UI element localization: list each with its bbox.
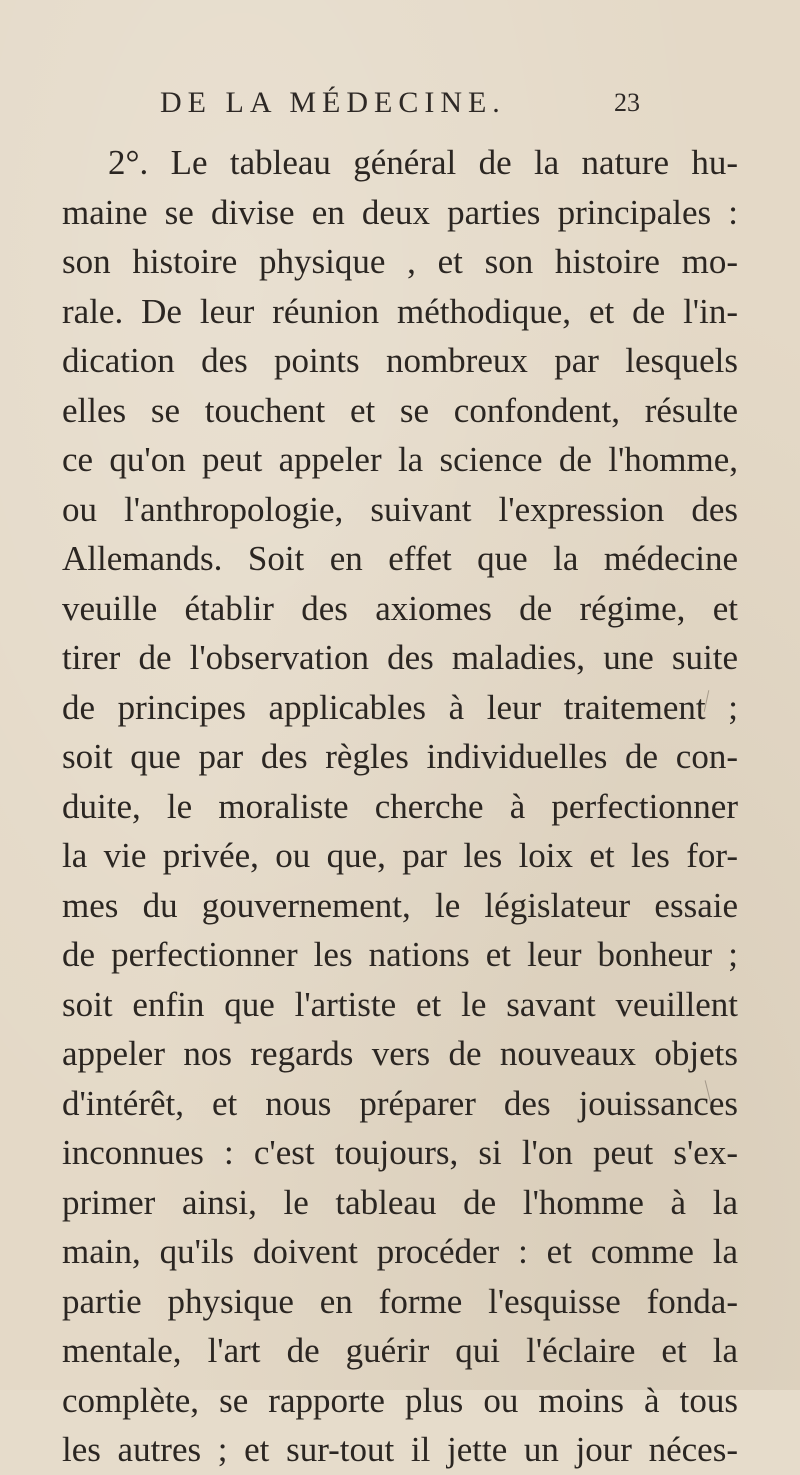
page-header [160, 86, 640, 126]
text-line: main, qu'ils doivent procéder : et comme la [62, 1232, 738, 1271]
text-line: mentale, l'art de guérir qui l'éclaire et la [62, 1331, 738, 1370]
text-line: rale. De leur réunion méthodique, et de l'in- [62, 291, 738, 331]
text-line: les autres ; et sur-tout il jette un jour néces- [62, 1430, 738, 1469]
text-line: veuille établir des axiomes de régime, et [62, 588, 738, 628]
text-line: maine se divise en deux parties principales : [62, 192, 738, 232]
text-line: 2°. Le tableau général de la nature hu- [108, 143, 738, 182]
text-line: son histoire physique , et son histoire mo- [62, 242, 738, 281]
text-line: de perfectionner les nations et leur bonheur ; [62, 935, 738, 974]
text-line: appeler nos regards vers de nouveaux objets [62, 1034, 738, 1073]
text-line: elles se touchent et se confondent, résulte [62, 390, 738, 430]
text-line: la vie privée, ou que, par les loix et les for- [62, 836, 738, 875]
running-title: DE LA MÉDECINE. [160, 86, 506, 119]
text-line: ce qu'on peut appeler la science de l'homme, [62, 440, 738, 479]
text-line: Allemands. Soit en effet que la médecine [62, 539, 738, 578]
text-line: d'intérêt, et nous préparer des jouissances [62, 1083, 738, 1123]
body-text [62, 138, 738, 1475]
text-line: complète, se rapporte plus ou moins à tous [62, 1380, 738, 1420]
text-line: inconnues : c'est toujours, si l'on peut s'ex- [62, 1133, 738, 1172]
text-line: de principes applicables à leur traitement ; [62, 687, 738, 727]
text-line: tirer de l'observation des maladies, une suite [62, 638, 738, 677]
text-line: soit que par des règles individuelles de con- [62, 737, 738, 776]
text-line: soit enfin que l'artiste et le savant veuillent [62, 984, 738, 1024]
text-line: partie physique en forme l'esquisse fonda- [62, 1281, 738, 1321]
text-line: mes du gouvernement, le législateur essaie [62, 885, 738, 925]
text-line: duite, le moraliste cherche à perfectionner [62, 786, 738, 826]
text-line: dication des points nombreux par lesquels [62, 341, 738, 380]
page-number: 23 [614, 88, 640, 117]
text-line: ou l'anthropologie, suivant l'expression des [62, 489, 738, 529]
text-line: primer ainsi, le tableau de l'homme à la [62, 1182, 738, 1222]
